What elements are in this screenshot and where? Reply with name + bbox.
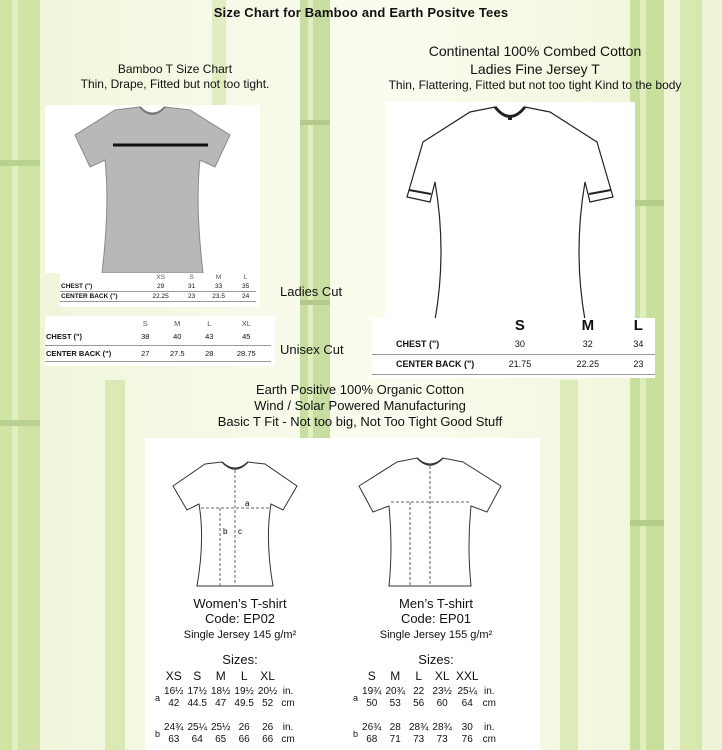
table-cell: 26	[262, 722, 274, 733]
size-header: L	[633, 317, 643, 334]
continental-size-header-row	[372, 318, 655, 334]
table-cell: 28	[197, 345, 222, 361]
table-cell: 22	[413, 686, 425, 697]
size-header: M	[174, 319, 181, 328]
row-label: CENTER BACK (")	[45, 345, 133, 361]
earth-positive-line3: Basic T Fit - Not too big, Not Too Tight Good Stuff	[217, 414, 503, 429]
unisex-cut-table-panel	[45, 316, 275, 366]
table-row	[351, 698, 498, 710]
mens-weight: Single Jersey 155 g/m²	[379, 629, 493, 641]
table-cell: 76	[461, 734, 473, 745]
size-header: M	[390, 669, 401, 683]
ladies-cut-table	[60, 273, 256, 302]
continental-table	[372, 318, 655, 375]
table-cell: 26	[238, 722, 250, 733]
table-cell: 32	[554, 334, 622, 354]
table-cell: 53	[389, 698, 401, 709]
mens-tshirt-diagram	[355, 456, 505, 588]
continental-subheading: Thin, Flattering, Fitted but not too tight Kind to the body	[388, 78, 682, 92]
continental-heading-line2: Ladies Fine Jersey T	[470, 61, 600, 77]
size-header: L	[415, 669, 423, 683]
table-cell: 31	[181, 282, 202, 292]
unisex-cut-label: Unisex Cut	[280, 342, 344, 357]
table-cell: 64	[191, 734, 203, 745]
table-cell: 22.25	[554, 354, 622, 374]
earth-positive-line1: Earth Positive 100% Organic Cotton	[255, 382, 465, 397]
table-cell: 27.5	[158, 345, 197, 361]
unit-cm: cm	[281, 734, 295, 745]
table-row	[60, 282, 256, 292]
row-label: CENTER BACK (")	[60, 292, 140, 302]
table-row	[153, 722, 297, 734]
row-key: b	[155, 729, 161, 739]
earth-positive-panel	[145, 438, 540, 750]
womens-size-header-row	[153, 670, 297, 682]
unit-in: in.	[282, 722, 294, 733]
table-cell: 18½	[210, 686, 231, 697]
table-row	[45, 329, 271, 345]
table-cell: 47	[215, 698, 227, 709]
unisex-cut-table	[45, 318, 271, 362]
table-cell: 24¾	[164, 722, 184, 733]
mens-sizes-label: Sizes:	[418, 652, 454, 667]
table-cell: 73	[413, 734, 425, 745]
table-cell: 63	[168, 734, 180, 745]
table-cell: 17½	[187, 686, 207, 697]
page-title: Size Chart for Bamboo and Earth Positve Tees	[213, 5, 509, 20]
size-header: S	[193, 669, 202, 683]
table-cell: 28¾	[408, 722, 429, 733]
continental-tee-image	[385, 102, 635, 325]
table-cell: 23.5	[202, 292, 235, 302]
size-header: S	[142, 319, 148, 328]
size-header: S	[514, 317, 525, 334]
unit-in: in.	[282, 686, 294, 697]
table-row	[153, 698, 297, 710]
table-cell: 71	[389, 734, 401, 745]
womens-code: Code: EP02	[204, 611, 276, 626]
womens-sizes-label: Sizes:	[222, 652, 258, 667]
table-cell: 34	[622, 334, 655, 354]
unit-cm: cm	[482, 698, 496, 709]
mens-name: Men’s T-shirt	[399, 596, 473, 611]
diagram-label-b: b	[223, 527, 228, 536]
table-row	[351, 722, 498, 734]
mens-size-table	[351, 670, 498, 746]
table-cell: 68	[366, 734, 378, 745]
size-header: S	[367, 669, 376, 683]
table-cell: 23½	[432, 686, 452, 697]
table-cell: 50	[366, 698, 378, 709]
table-cell: 23	[622, 354, 655, 374]
table-row	[45, 345, 271, 361]
table-cell: 40	[158, 329, 197, 345]
table-cell: 64	[461, 698, 473, 709]
table-cell: 28¾	[432, 722, 452, 733]
mens-code: Code: EP01	[400, 611, 472, 626]
row-label: CHEST (")	[372, 334, 486, 354]
table-cell: 20¾	[385, 686, 405, 697]
table-cell: 16½	[164, 686, 184, 697]
table-cell: 66	[238, 734, 250, 745]
earth-positive-heading	[160, 382, 560, 430]
size-header: XL	[241, 319, 251, 328]
table-cell: 25½	[210, 722, 231, 733]
table-cell: 52	[262, 698, 274, 709]
white-tshirt-illustration	[385, 102, 635, 325]
size-header: L	[240, 669, 248, 683]
bamboo-heading-title: Bamboo T Size Chart	[117, 62, 233, 76]
unit-cm: cm	[281, 698, 295, 709]
row-label: CHEST (")	[60, 282, 140, 292]
table-cell: 21.75	[486, 354, 554, 374]
bamboo-tee-image	[45, 105, 260, 273]
ladies-cut-label: Ladies Cut	[280, 284, 343, 299]
womens-tshirt-diagram	[165, 460, 305, 588]
table-cell: 19½	[234, 686, 254, 697]
bamboo-heading	[60, 62, 290, 92]
table-cell: 60	[436, 698, 448, 709]
womens-info	[145, 596, 335, 667]
size-header: XL	[260, 669, 275, 683]
unit-cm: cm	[482, 734, 496, 745]
table-cell: 30	[486, 334, 554, 354]
unisex-size-header-row	[45, 318, 271, 329]
diagram-label-c: c	[238, 527, 242, 536]
table-row	[153, 734, 297, 746]
grey-tshirt-illustration	[45, 105, 260, 273]
table-cell: 24	[235, 292, 256, 302]
row-label: CENTER BACK (")	[372, 354, 486, 374]
size-header: L	[207, 319, 212, 328]
table-cell: 28.75	[222, 345, 271, 361]
table-cell: 45	[222, 329, 271, 345]
row-key: a	[353, 693, 359, 703]
table-cell: 35	[235, 282, 256, 292]
mens-info	[341, 596, 531, 667]
table-cell: 38	[133, 329, 158, 345]
table-cell: 73	[436, 734, 448, 745]
table-cell: 20½	[257, 686, 278, 697]
womens-name: Women’s T-shirt	[193, 596, 287, 611]
size-header: L	[243, 274, 248, 281]
earth-positive-line2: Wind / Solar Powered Manufacturing	[254, 398, 466, 413]
size-header: M	[215, 274, 222, 281]
table-cell: 30	[461, 722, 473, 733]
unit-in: in.	[483, 686, 495, 697]
table-cell: 49.5	[234, 698, 254, 709]
bamboo-heading-subtitle: Thin, Drape, Fitted but not too tight.	[80, 77, 270, 91]
table-cell: 66	[262, 734, 274, 745]
size-header: M	[581, 317, 595, 334]
ladies-cut-table-panel	[60, 273, 260, 307]
row-key: a	[155, 693, 161, 703]
table-row	[351, 734, 498, 746]
table-row	[372, 354, 655, 374]
table-cell: 65	[215, 734, 227, 745]
row-key: b	[353, 729, 359, 739]
table-cell: 25¼	[457, 686, 477, 697]
table-cell: 56	[413, 698, 425, 709]
table-row	[153, 686, 297, 698]
womens-size-table	[153, 670, 297, 746]
table-row	[372, 334, 655, 354]
size-header: XL	[434, 669, 450, 683]
size-header: M	[215, 669, 226, 683]
continental-heading-line1: Continental 100% Combed Cotton	[428, 43, 642, 59]
size-header: XXL	[455, 669, 479, 683]
continental-table-panel	[372, 318, 655, 378]
size-header: XS	[165, 669, 182, 683]
table-cell: 43	[197, 329, 222, 345]
table-cell: 42	[168, 698, 180, 709]
table-cell: 22.25	[140, 292, 181, 302]
table-cell: 44.5	[187, 698, 207, 709]
table-cell: 28	[389, 722, 401, 733]
table-cell: 25¼	[187, 722, 207, 733]
table-row	[60, 292, 256, 302]
womens-weight: Single Jersey 145 g/m²	[183, 629, 297, 641]
table-cell: 26¾	[362, 722, 382, 733]
diagram-label-a: a	[245, 499, 250, 508]
table-row	[351, 686, 498, 698]
row-label: CHEST (")	[45, 329, 133, 345]
ladies-size-header-row	[60, 273, 256, 282]
table-cell: 33	[202, 282, 235, 292]
table-cell: 27	[133, 345, 158, 361]
continental-heading	[370, 42, 700, 93]
unit-in: in.	[483, 722, 495, 733]
size-header: S	[189, 274, 194, 281]
size-header: XS	[156, 274, 165, 281]
table-cell: 23	[181, 292, 202, 302]
table-cell: 29	[140, 282, 181, 292]
mens-size-header-row	[351, 670, 498, 682]
table-cell: 19¾	[362, 686, 382, 697]
